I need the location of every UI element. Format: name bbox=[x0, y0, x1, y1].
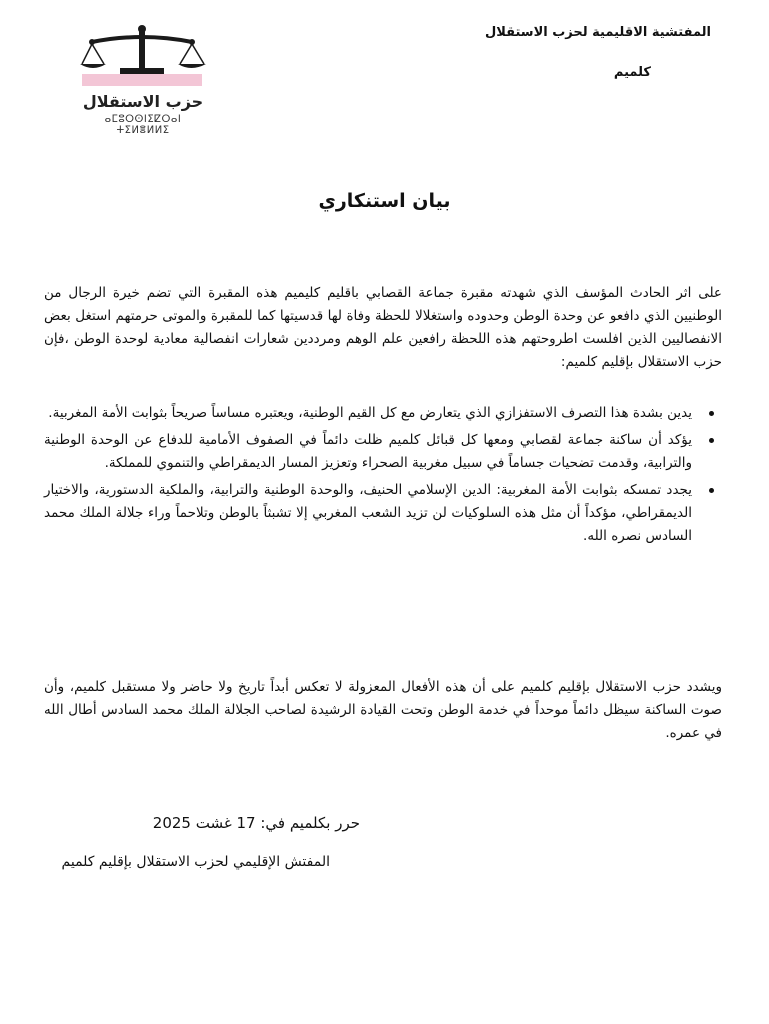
statement-list bbox=[44, 402, 722, 552]
closing-paragraph: ويشدد حزب الاستقلال بإقليم كلميم على أن هذه الأفعال المعزولة لا تعكس أبداً تاريخ ولا حاضر ولا مستقبل كلميم، وأن صوت الساكنة سيظل دائماً موحداً في خدمة الوطن وتحت القيادة الرشيدة لصاحب الجلالة الملك محمد السادس أطال الله في عمره. bbox=[44, 679, 722, 741]
bullet-icon bbox=[709, 411, 714, 416]
logo-name-arabic: حزب الاستقلال bbox=[82, 92, 204, 111]
bullet-icon bbox=[709, 488, 714, 493]
scales-of-justice-icon bbox=[78, 22, 208, 92]
logo-name-tifinagh: ⴰⵎⵓⵔⵙⵏⵉⵇⵔⴰⵏ ⵜⵉⵍⴻⵍⵍⵉ bbox=[104, 114, 182, 136]
header-block bbox=[391, 24, 711, 82]
signature-line: المفتش الإقليمي لحزب الاستقلال بإقليم كلميم bbox=[61, 854, 330, 870]
party-logo bbox=[78, 22, 218, 136]
list-item-text: يدين بشدة هذا التصرف الاستفزازي الذي يتعارض مع كل القيم الوطنية، ويعتبره مساساً صريحاً بثوابت الأمة المغربية. bbox=[48, 405, 692, 421]
intro-paragraph: على اثر الحادث المؤسف الذي شهدته مقبرة جماعة القصابي باقليم كليميم هذه المقبرة التي تضم خيرة الرجال من الوطنيين الذي دافعو عن وحدة الوطن وحدوده واستغلالا للحظة وفاة لها قدسيتها كما للمقبرة والموتى حرمتهم استغل بعض الانفصاليين الذين افلست اطروحتهم هذه اللحظة رافعين علم الوهم ومرددين شعارات انفصالية معادية لوحدة الوطن ،فإن حزب الاستقلال بإقليم كلميم: bbox=[44, 285, 722, 370]
bullet-icon bbox=[709, 438, 714, 443]
org-line: المفتشية الاقليمية لحزب الاستقلال bbox=[484, 25, 711, 40]
list-item-text: يجدد تمسكه بثوابت الأمة المغربية: الدين الإسلامي الحنيف، والوحدة الوطنية والترابية، والملكية الدستورية، والاختيار الديمقراطي، مؤكداً أن مثل هذه السلوكيات لن تزيد الشعب المغربي إلا تشبثاً بالوطن وتلاحماً وراء جلالة الملك محمد السادس نصره الله. bbox=[44, 482, 692, 544]
city-line: كلميم bbox=[613, 65, 651, 80]
list-item bbox=[44, 429, 722, 475]
document-title: بيان استنكاري bbox=[318, 190, 451, 212]
date-line: حرر بكلميم في: 17 غشت 2025 bbox=[152, 814, 360, 832]
list-item-text: يؤكد أن ساكنة جماعة لقصابي ومعها كل قبائل كلميم ظلت دائماً في الصفوف الأمامية للدفاع عن الوحدة الوطنية والترابية، وقدمت تضحيات جساماً في سبيل مغربية الصحراء وتعزيز المسار الديمقراطي والتنموي للمملكة. bbox=[44, 432, 692, 471]
list-item bbox=[44, 479, 722, 548]
list-item bbox=[44, 402, 722, 425]
